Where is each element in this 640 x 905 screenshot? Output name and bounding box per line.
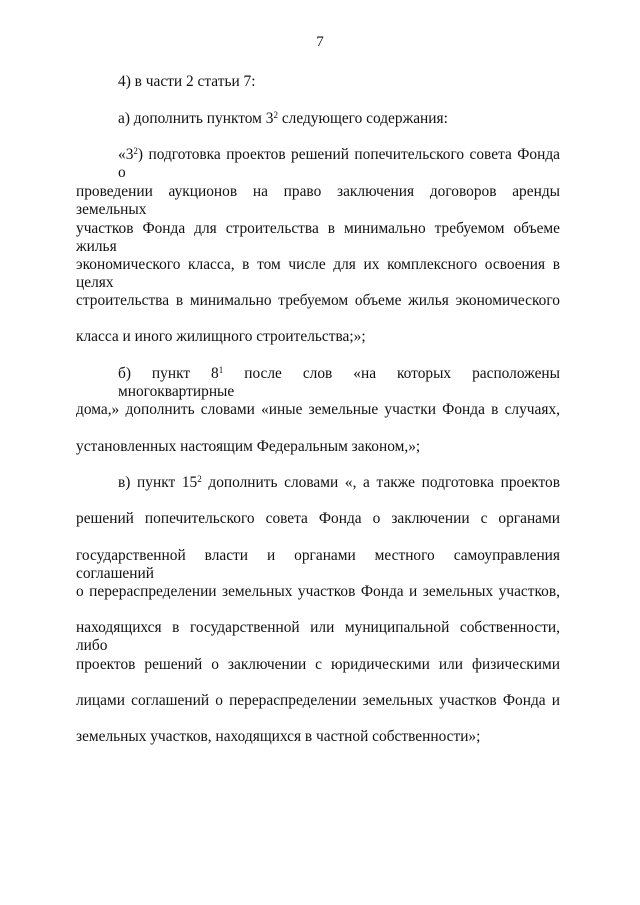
page-number: 7 [316, 34, 324, 50]
paragraph-text: после слов «на которых расположены многоквартирные [118, 365, 561, 400]
paragraph-line: строительства в минимально требуемом объеме жилья экономического [76, 292, 560, 309]
paragraph-text: дополнить словами «, а также подготовка проектов [201, 474, 560, 491]
paragraph-line: установленных настоящим Федеральным законом,»; [76, 438, 421, 455]
superscript: 2 [273, 110, 278, 120]
paragraph-line: лицами соглашений о перераспределении земельных участков Фонда и [76, 692, 560, 709]
subparagraph-b [118, 365, 561, 400]
paragraph-line: проектов решений о заключении с юридическими или физическими [76, 656, 560, 673]
paragraph-text: ) подготовка проектов решений попечительского совета Фонда о [118, 146, 560, 181]
paragraph-line: о перераспределении земельных участков Фонда и земельных участков, [76, 583, 560, 600]
paragraph-line: дома,» дополнить словами «иные земельные участки Фонда в случаях, [76, 401, 560, 418]
paragraph-text: «3 [118, 146, 134, 163]
paragraph-line [118, 146, 560, 181]
superscript: 2 [133, 146, 138, 156]
paragraph-line: экономического класса, в том числе для их комплексного освоения в целях [76, 256, 560, 291]
superscript: 1 [218, 365, 224, 375]
paragraph-line: находящихся в государственной или муниципальной собственности, либо [76, 619, 560, 654]
paragraph-text: в) пункт 15 [118, 474, 198, 491]
paragraph-line: проведении аукционов на право заключения договоров аренды земельных [76, 183, 560, 218]
paragraph-line: класса и иного жилищного строительства;»; [76, 328, 366, 345]
paragraph-line: государственной власти и органами местного самоуправления соглашений [76, 547, 560, 582]
paragraph-line: решений попечительского совета Фонда о заключении с органами [76, 510, 560, 527]
paragraph-line: земельных участков, находящихся в частной собственности»; [76, 728, 481, 745]
paragraph-line: участков Фонда для строительства в минимально требуемом объеме жилья [76, 220, 560, 255]
subparagraph-a [118, 110, 448, 128]
paragraph-text: следующего содержания: [277, 110, 448, 127]
superscript: 2 [197, 474, 202, 484]
paragraph-4-heading [118, 73, 256, 91]
paragraph-text: 4) в части 2 статьи 7: [118, 73, 256, 90]
paragraph-text: б) пункт 8 [118, 365, 219, 382]
subparagraph-c [118, 474, 560, 492]
paragraph-text: а) дополнить пунктом 3 [118, 110, 274, 127]
